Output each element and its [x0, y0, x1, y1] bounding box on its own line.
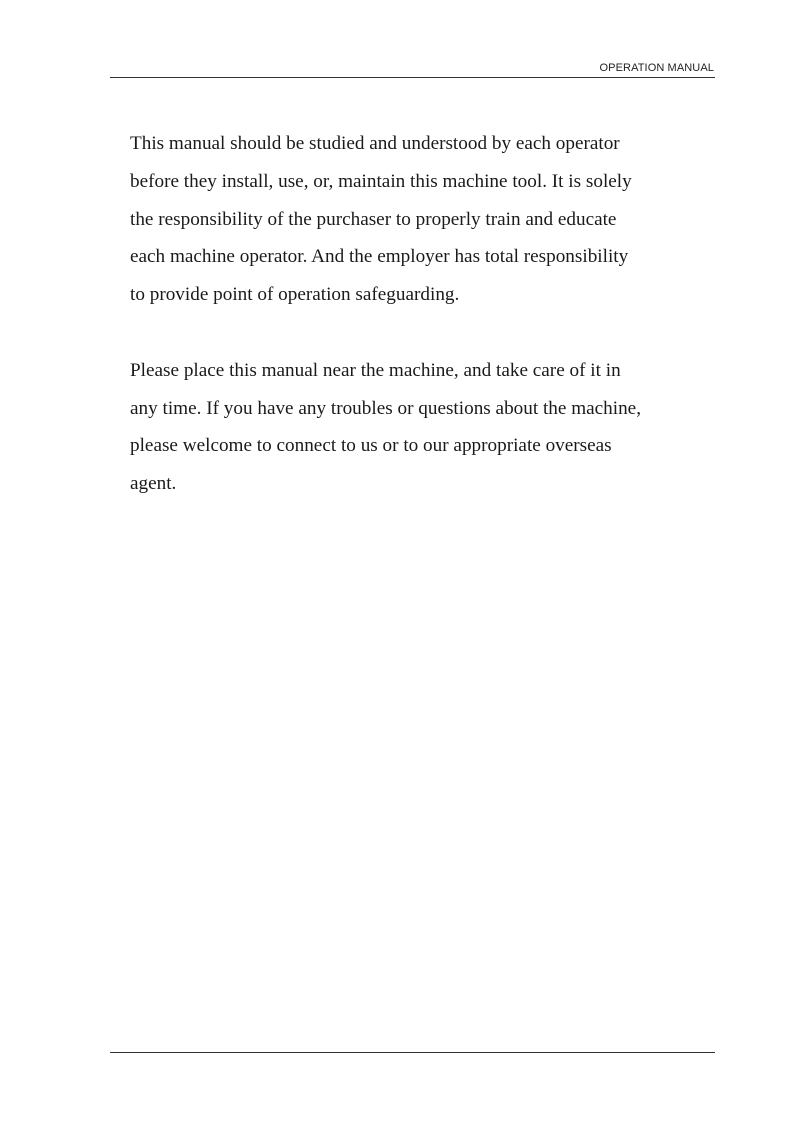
footer-rule — [110, 1052, 715, 1053]
text-line: each machine operator. And the employer has total responsibility — [130, 246, 629, 268]
paragraph-gap — [130, 314, 715, 352]
page-body — [130, 125, 715, 503]
paragraph-manual-placement — [130, 352, 715, 503]
text-line: any time. If you have any troubles or questions about the machine, — [130, 397, 641, 419]
text-line: please welcome to connect to us or to our appropriate overseas — [130, 435, 612, 457]
text-line: the responsibility of the purchaser to properly train and educate — [130, 208, 617, 230]
text-line: This manual should be studied and understood by each operator — [130, 133, 620, 154]
text-line: agent. — [130, 473, 177, 495]
running-header: OPERATION MANUAL — [599, 62, 714, 74]
text-line: Please place this manual near the machine, and take care of it in — [130, 359, 621, 381]
text-line: before they install, use, or, maintain this machine tool. It is solely — [130, 170, 632, 192]
text-line: to provide point of operation safeguarding. — [130, 284, 460, 306]
header-rule — [110, 77, 715, 78]
paragraph-operator-training — [130, 125, 715, 314]
